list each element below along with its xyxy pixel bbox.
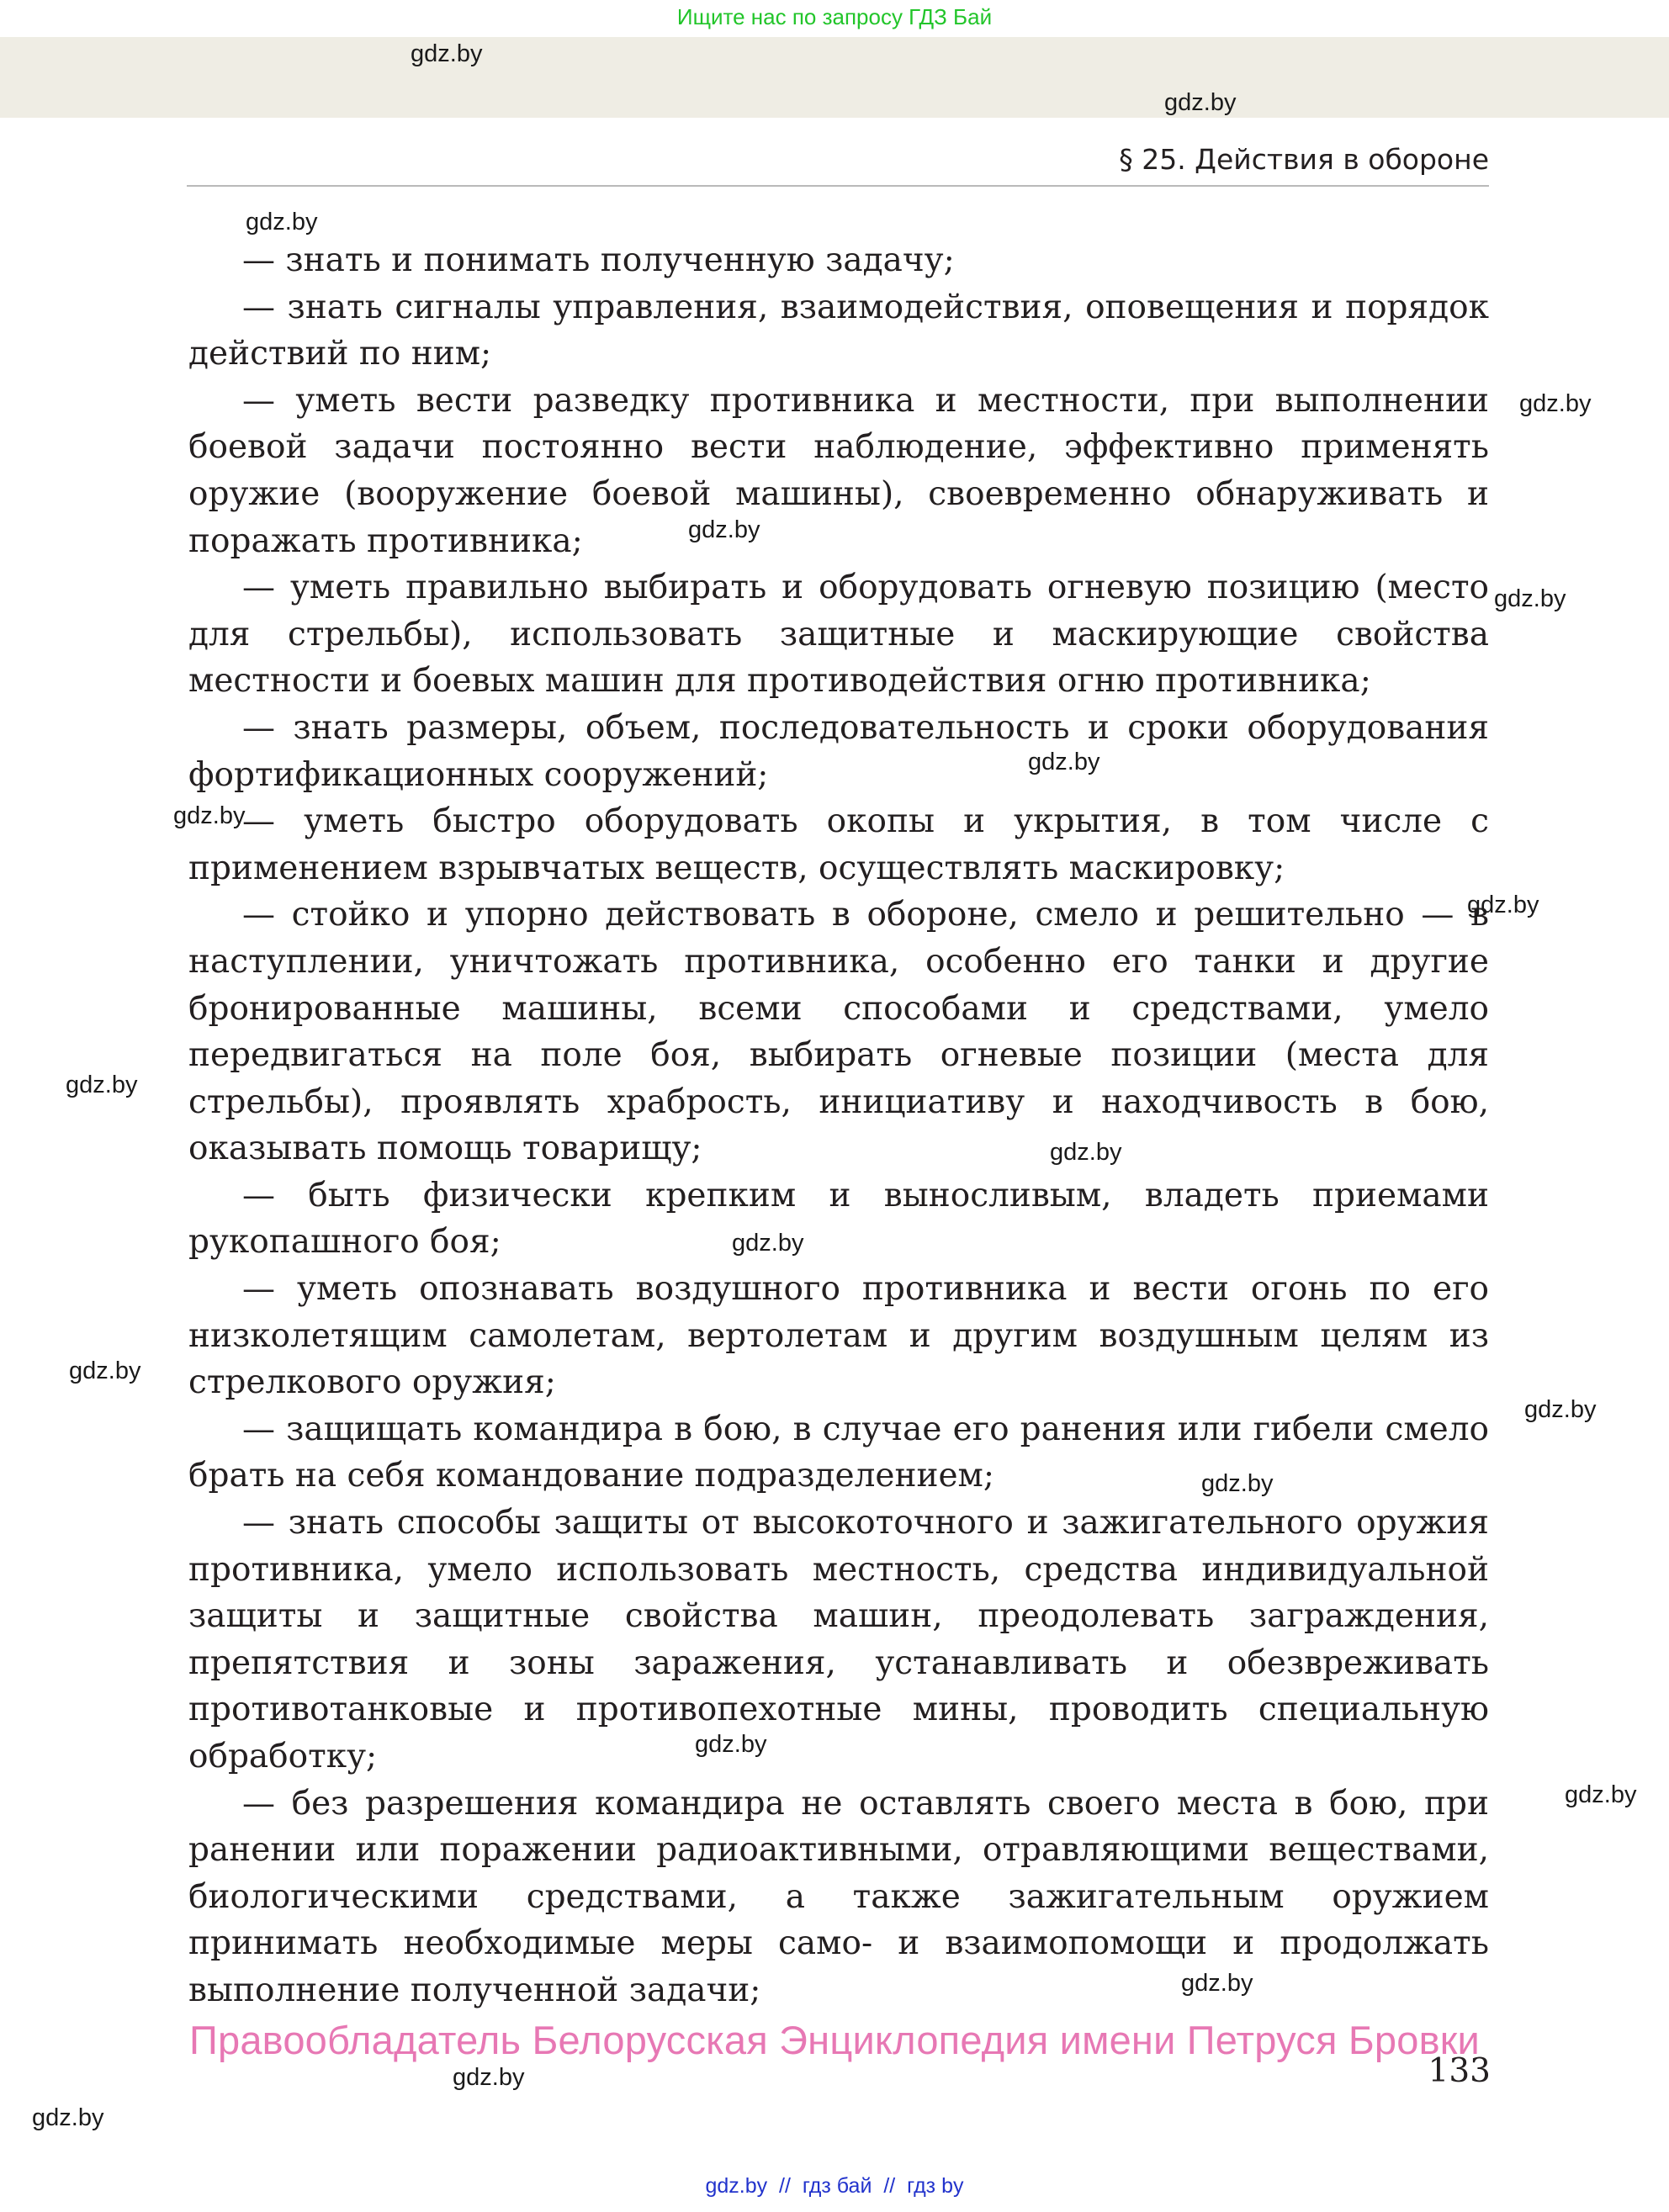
watermark: gdz.by xyxy=(1565,1781,1637,1808)
list-item: — быть физически крепким и выносливым, владеть приемами рукопашного боя; xyxy=(188,1176,1489,1262)
list-item: — уметь вести разведку противника и местности, при выполнении боевой задачи постоянно вести наблюдение, эффективно применять оружие (вооружение боевой машины), своевременно обнаруживать и поражать противника; xyxy=(188,381,1489,560)
watermark: gdz.by xyxy=(69,1357,141,1384)
watermark: gdz.by xyxy=(1494,585,1566,612)
watermark: gdz.by xyxy=(1467,892,1539,918)
watermark: gdz.by xyxy=(1524,1396,1597,1423)
watermark: gdz.by xyxy=(173,802,246,829)
list-item: — защищать командира в бою, в случае его ранения или гибели смело брать на себя командование подразделением; xyxy=(188,1410,1489,1495)
list-item: — уметь быстро оборудовать окопы и укрытия, в том числе с применением взрывчатых веществ, осуществлять маскировку; xyxy=(188,802,1489,887)
watermark: gdz.by xyxy=(411,40,483,67)
watermark: gdz.by xyxy=(246,209,318,235)
copyright-notice: Правообладатель Белорусская Энциклопедия имени Петруся Бровки xyxy=(189,2018,1480,2062)
list-item: — знать размеры, объем, последовательность и сроки оборудования фортификационных сооружений; xyxy=(188,708,1489,794)
watermark: gdz.by xyxy=(32,2104,104,2131)
list-item: — уметь опознавать воздушного противника и вести огонь по его низколетящим самолетам, вертолетам и другим воздушным целям из стрелкового оружия; xyxy=(188,1270,1489,1402)
list-item: — знать сигналы управления, взаимодействия, оповещения и порядок действий по ним; xyxy=(188,288,1489,373)
watermark: gdz.by xyxy=(1519,390,1592,417)
watermark: gdz.by xyxy=(1181,1970,1253,1997)
header-rule xyxy=(187,185,1489,187)
header-band xyxy=(0,37,1669,118)
list-item: — без разрешения командира не оставлять своего места в бою, при ранении или поражении радиоактивными, отравляющими веществами, биологическими средствами, а также зажигательным оружием принимать необходимые меры само- и взаимопомощи и продолжать выполнение полученной задачи; xyxy=(188,1784,1489,2009)
list-item: — знать и понимать полученную задачу; xyxy=(242,241,955,279)
watermark: gdz.by xyxy=(732,1230,804,1257)
list-item: — уметь правильно выбирать и оборудовать огневую позицию (место для стрельбы), использовать защитные и маскирующие свойства местности и боевых машин для противодействия огню противника; xyxy=(188,569,1489,701)
watermark: gdz.by xyxy=(453,2064,525,2091)
list-item: — стойко и упорно действовать в обороне, смело и решительно — в наступлении, уничтожать противника, особенно его танки и другие бронированные машины, всеми способами и средствами, умело передвигаться на поле боя, выбирать огневые позиции (места для стрельбы), проявлять храбрость, инициативу и находчивость в бою, оказывать помощь товарищу; xyxy=(188,896,1489,1168)
footer-links[interactable]: gdz.by // гдз бай // гдз by xyxy=(705,2174,964,2198)
list-item: — знать способы защиты от высокоточного и зажигательного оружия противника, умело использовать местность, средства индивидуальной защиты и защитные свойства машин, преодолевать заграждения, препятствия и зоны заражения, устанавливать и обезвреживать противотанковые и противопехотные мины, проводить специальную обработку; xyxy=(188,1504,1489,1775)
watermark: gdz.by xyxy=(66,1072,138,1098)
watermark: gdz.by xyxy=(1050,1139,1122,1166)
page-number: 133 xyxy=(1428,2052,1491,2090)
page-body xyxy=(188,237,1489,2014)
search-hint-banner: Ищите нас по запросу ГДЗ Бай xyxy=(0,0,1669,37)
watermark: gdz.by xyxy=(695,1731,767,1758)
watermark: gdz.by xyxy=(688,516,760,543)
watermark: gdz.by xyxy=(1164,89,1237,116)
running-head: § 25. Действия в обороне xyxy=(1119,143,1489,176)
watermark: gdz.by xyxy=(1201,1470,1274,1497)
watermark: gdz.by xyxy=(1028,749,1100,775)
